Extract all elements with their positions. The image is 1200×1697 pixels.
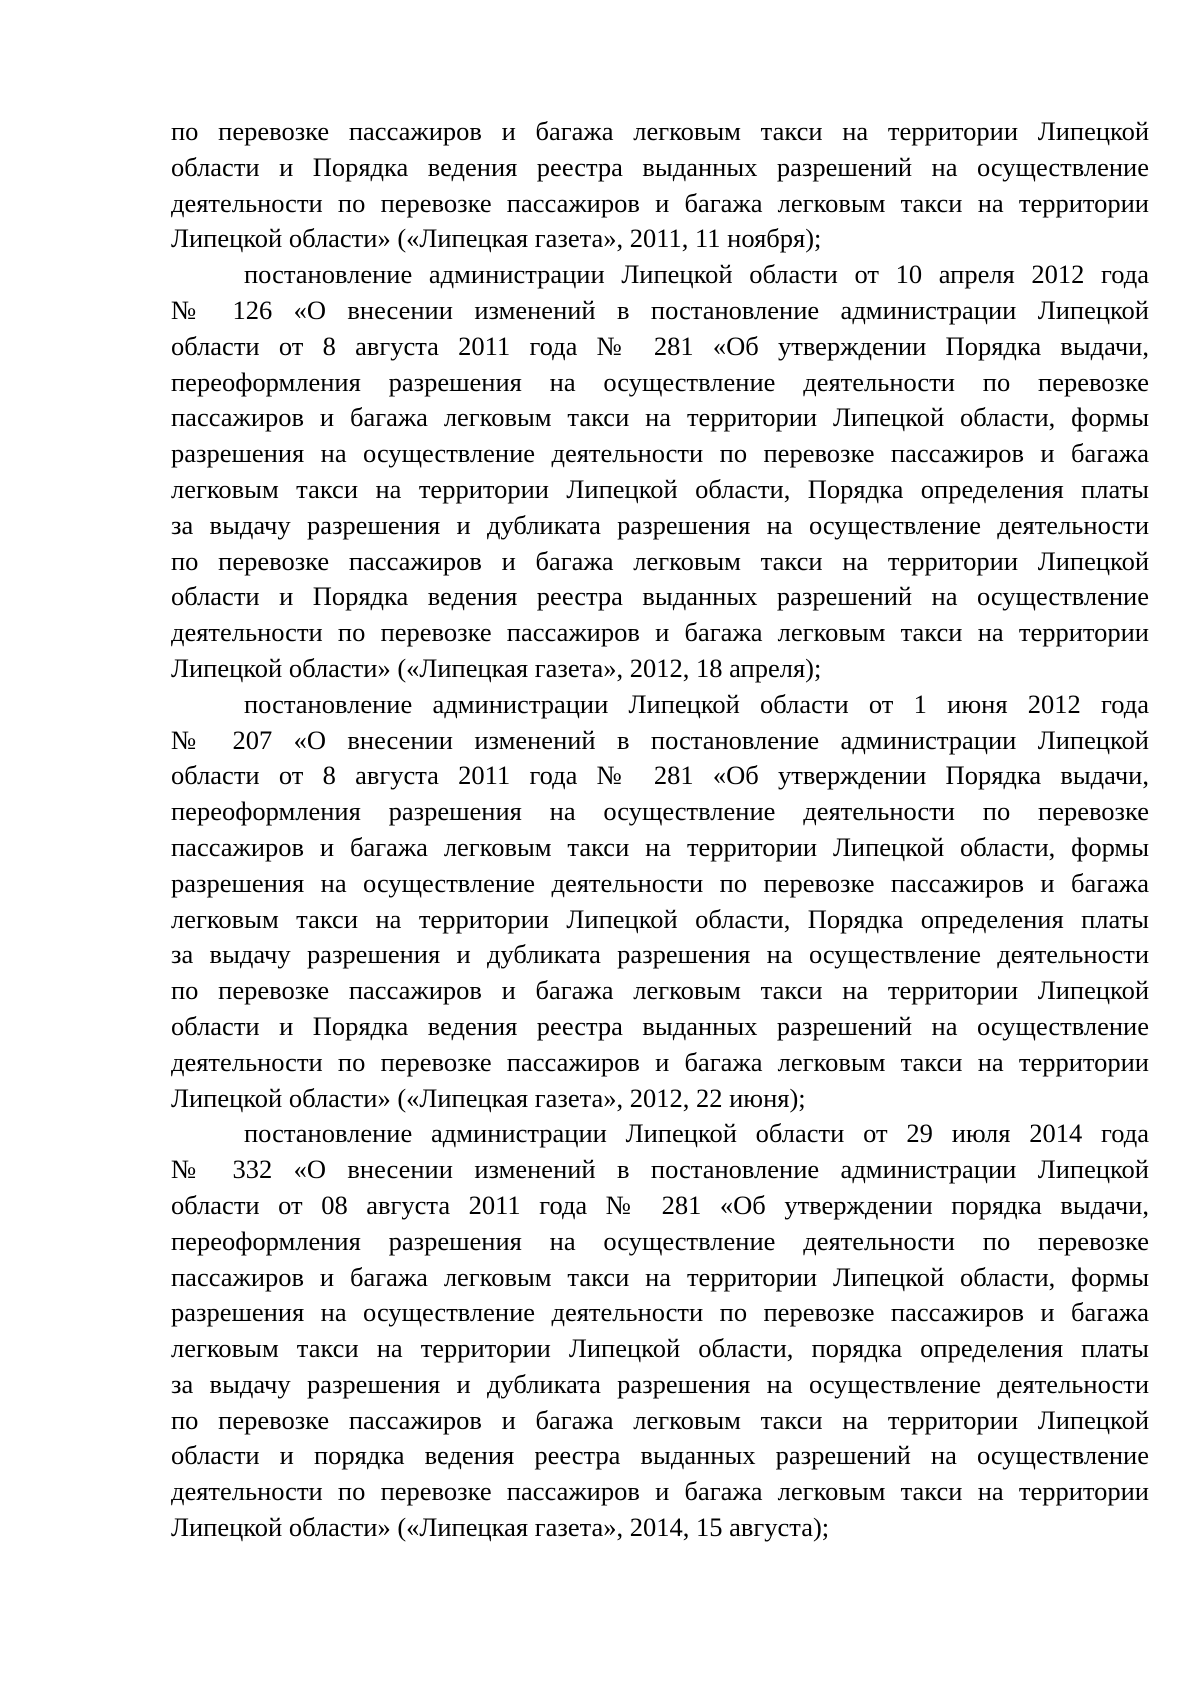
text-line: области от 8 августа 2011 года № 281 «Об утверждении Порядка выдачи, bbox=[171, 760, 1149, 791]
text-line: области от 8 августа 2011 года № 281 «Об утверждении Порядка выдачи, bbox=[171, 330, 1149, 361]
paragraph bbox=[171, 257, 1149, 687]
text-line: области и Порядка ведения реестра выданных разрешений на осуществление bbox=[171, 151, 1149, 182]
document-body bbox=[171, 114, 1149, 1546]
text-line: № 207 «О внесении изменений в постановление администрации Липецкой bbox=[171, 724, 1149, 755]
text-line: по перевозке пассажиров и багажа легковым такси на территории Липецкой bbox=[171, 1404, 1149, 1435]
text-line: разрешения на осуществление деятельности по перевозке пассажиров и багажа bbox=[171, 867, 1149, 898]
text-line: Липецкой области» («Липецкая газета», 2012, 18 апреля); bbox=[171, 652, 822, 683]
text-line: переоформления разрешения на осуществление деятельности по перевозке bbox=[171, 796, 1149, 827]
text-line: Липецкой области» («Липецкая газета», 2012, 22 июня); bbox=[171, 1082, 806, 1113]
paragraph bbox=[171, 1116, 1149, 1546]
text-line: легковым такси на территории Липецкой области, порядка определения платы bbox=[171, 1333, 1149, 1364]
text-line: Липецкой области» («Липецкая газета», 2011, 11 ноября); bbox=[171, 223, 822, 254]
text-line: постановление администрации Липецкой области от 10 апреля 2012 года bbox=[244, 259, 1149, 290]
text-line: переоформления разрешения на осуществление деятельности по перевозке bbox=[171, 1225, 1149, 1256]
text-line: деятельности по перевозке пассажиров и багажа легковым такси на территории bbox=[171, 1046, 1149, 1077]
text-line: № 332 «О внесении изменений в постановление администрации Липецкой bbox=[171, 1154, 1149, 1185]
paragraph bbox=[171, 114, 1149, 257]
paragraph bbox=[171, 687, 1149, 1117]
text-line: по перевозке пассажиров и багажа легковым такси на территории Липецкой bbox=[171, 545, 1149, 576]
text-line: легковым такси на территории Липецкой области, Порядка определения платы bbox=[171, 903, 1149, 934]
text-line: легковым такси на территории Липецкой области, Порядка определения платы bbox=[171, 473, 1149, 504]
text-line: области от 08 августа 2011 года № 281 «Об утверждении порядка выдачи, bbox=[171, 1189, 1149, 1220]
text-line: пассажиров и багажа легковым такси на территории Липецкой области, формы bbox=[171, 1261, 1149, 1292]
text-line: деятельности по перевозке пассажиров и багажа легковым такси на территории bbox=[171, 617, 1149, 648]
text-line: деятельности по перевозке пассажиров и багажа легковым такси на территории bbox=[171, 1476, 1149, 1507]
text-line: области и порядка ведения реестра выданных разрешений на осуществление bbox=[171, 1440, 1149, 1471]
text-line: области и Порядка ведения реестра выданных разрешений на осуществление bbox=[171, 581, 1149, 612]
text-line: переоформления разрешения на осуществление деятельности по перевозке bbox=[171, 366, 1149, 397]
text-line: разрешения на осуществление деятельности по перевозке пассажиров и багажа bbox=[171, 1297, 1149, 1328]
text-line: Липецкой области» («Липецкая газета», 2014, 15 августа); bbox=[171, 1512, 830, 1543]
text-line: постановление администрации Липецкой области от 29 июля 2014 года bbox=[244, 1118, 1149, 1149]
text-line: пассажиров и багажа легковым такси на территории Липецкой области, формы bbox=[171, 831, 1149, 862]
text-line: по перевозке пассажиров и багажа легковым такси на территории Липецкой bbox=[171, 975, 1149, 1006]
text-line: пассажиров и багажа легковым такси на территории Липецкой области, формы bbox=[171, 402, 1149, 433]
text-line: разрешения на осуществление деятельности по перевозке пассажиров и багажа bbox=[171, 438, 1149, 469]
text-line: за выдачу разрешения и дубликата разрешения на осуществление деятельности bbox=[171, 939, 1149, 970]
text-line: за выдачу разрешения и дубликата разрешения на осуществление деятельности bbox=[171, 509, 1149, 540]
text-line: области и Порядка ведения реестра выданных разрешений на осуществление bbox=[171, 1010, 1149, 1041]
text-line: № 126 «О внесении изменений в постановление администрации Липецкой bbox=[171, 294, 1149, 325]
text-line: деятельности по перевозке пассажиров и багажа легковым такси на территории bbox=[171, 187, 1149, 218]
text-line: за выдачу разрешения и дубликата разрешения на осуществление деятельности bbox=[171, 1368, 1149, 1399]
text-line: постановление администрации Липецкой области от 1 июня 2012 года bbox=[244, 688, 1149, 719]
text-line: по перевозке пассажиров и багажа легковым такси на территории Липецкой bbox=[171, 116, 1149, 146]
